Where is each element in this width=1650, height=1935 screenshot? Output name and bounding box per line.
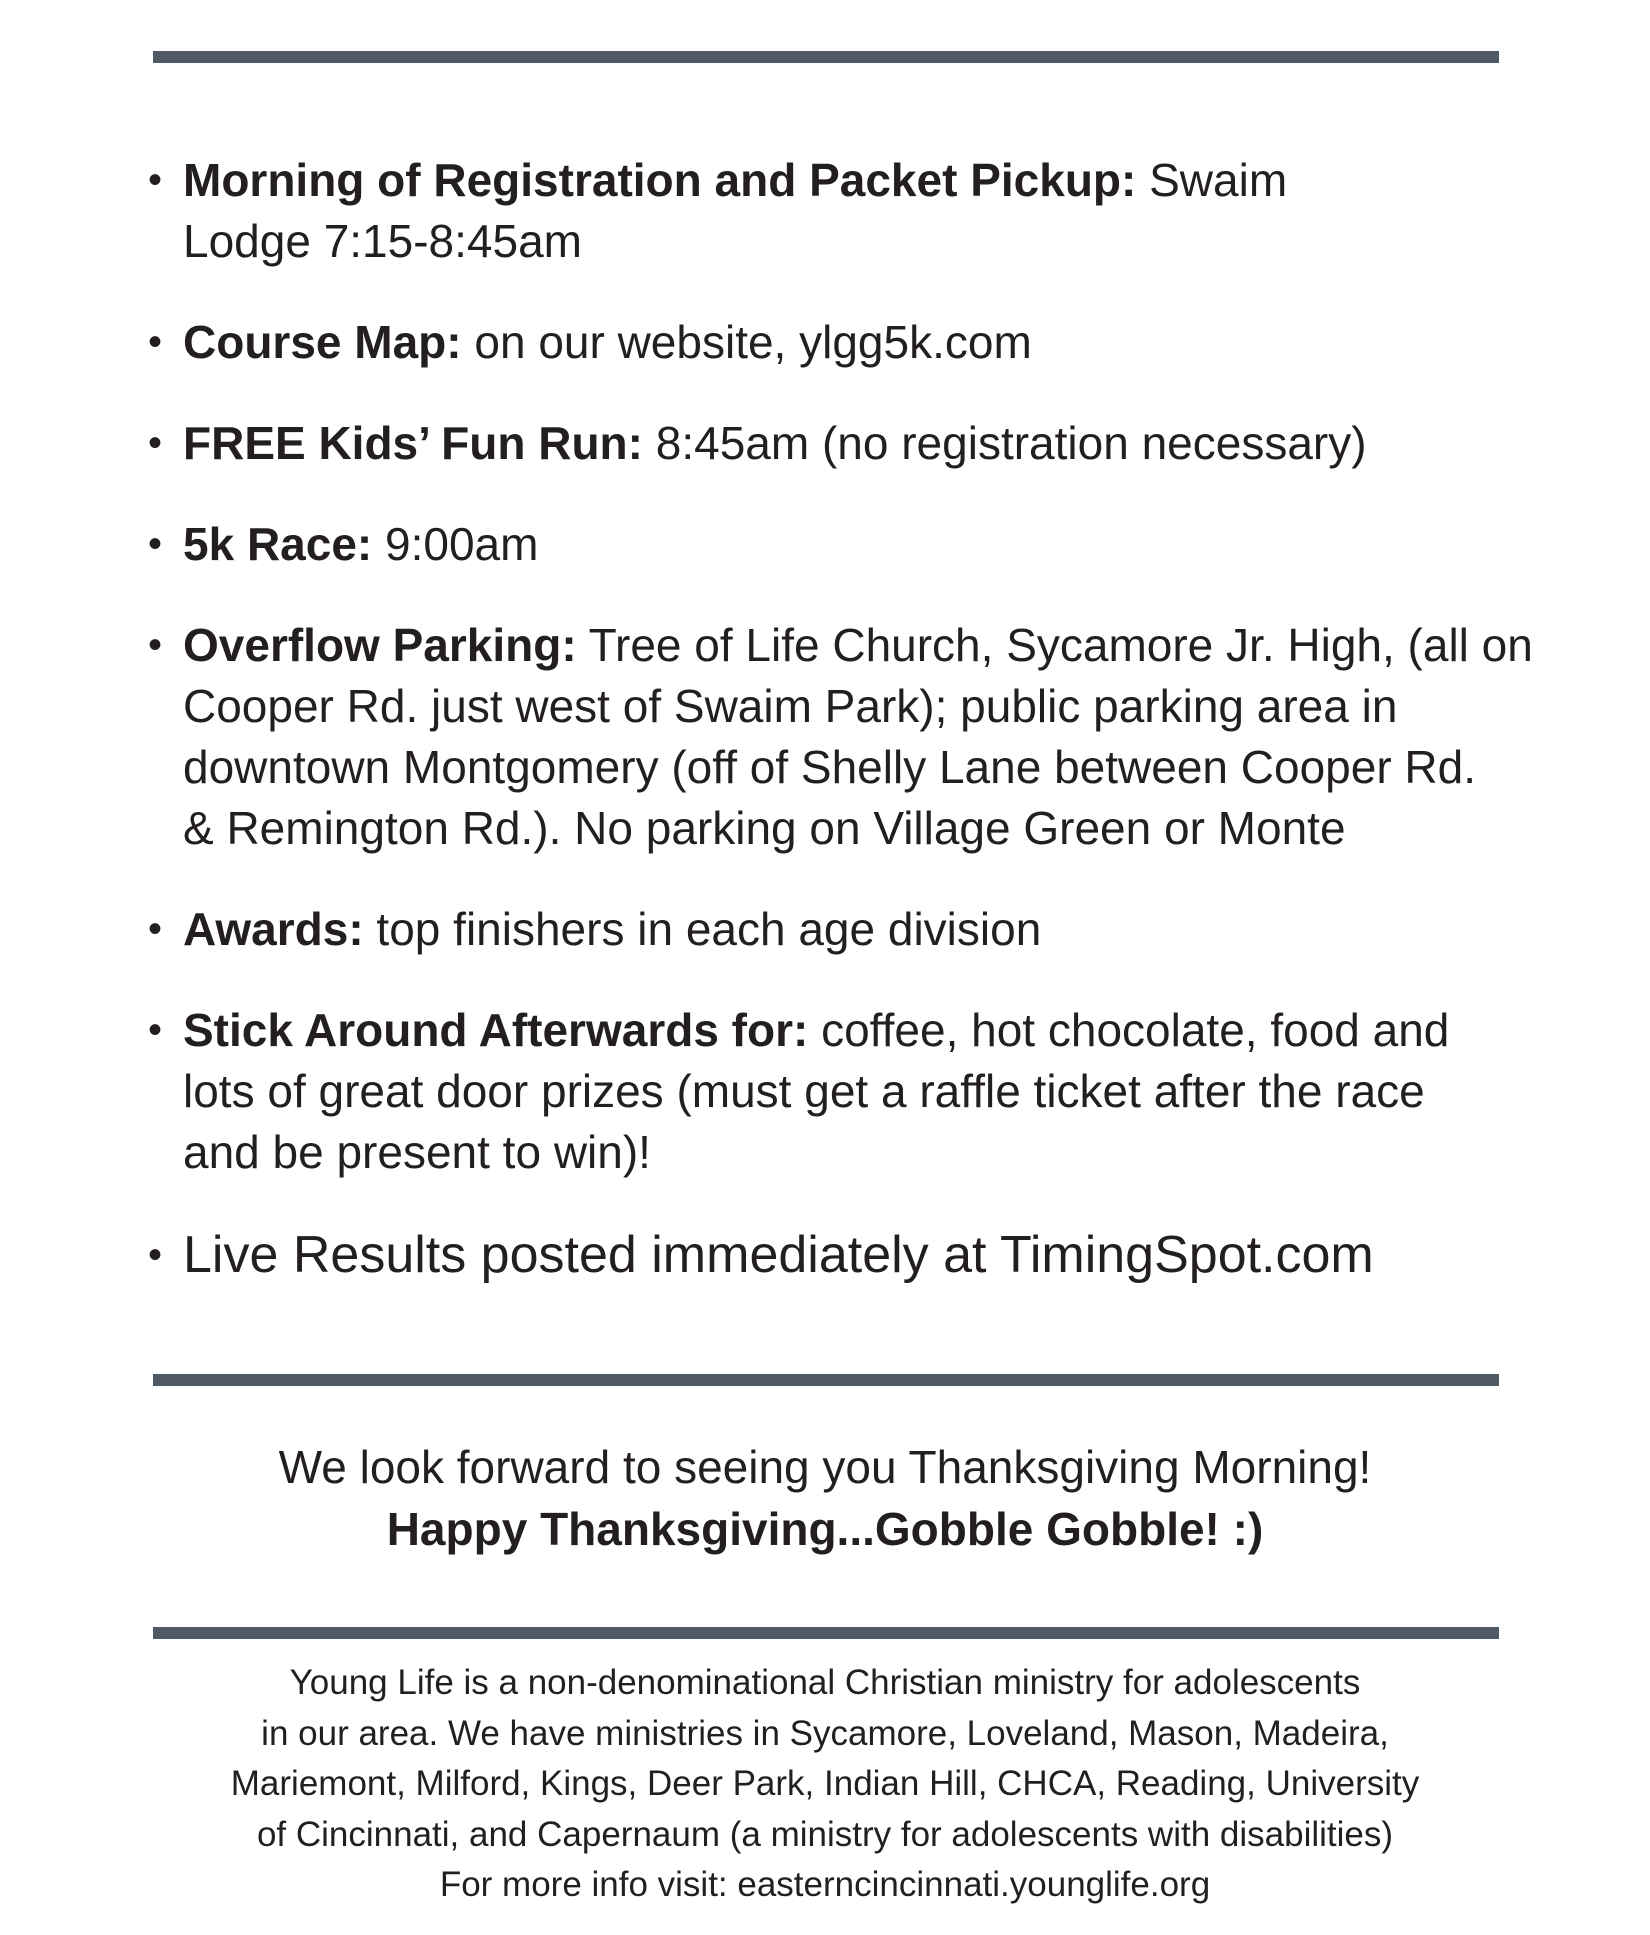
item-line	[183, 150, 1508, 211]
footer-line: in our area. We have ministries in Sycamore, Loveland, Mason, Madeira,	[261, 1713, 1389, 1753]
item-label: Overflow Parking:	[183, 619, 577, 671]
item-line: Lodge 7:15-8:45am	[183, 215, 582, 267]
closing-line: We look forward to seeing you Thanksgiving Morning!	[278, 1441, 1372, 1493]
footer-line: Mariemont, Milford, Kings, Deer Park, Indian Hill, CHCA, Reading, University	[230, 1764, 1420, 1803]
item-line: Live Results posted immediately at TimingSpot.com	[183, 1226, 1374, 1284]
item-label: 5k Race:	[183, 518, 373, 570]
bullet-icon: •	[148, 158, 163, 202]
item-line	[183, 615, 1533, 676]
item-line: downtown Montgomery (off of Shelly Lane between Cooper Rd.	[183, 741, 1477, 793]
item-text: Swaim	[1136, 154, 1288, 206]
list-item-5k-race	[148, 514, 1508, 575]
top-divider	[153, 51, 1499, 63]
item-text: on our website, ylgg5k.com	[461, 316, 1032, 368]
closing-message	[150, 1436, 1500, 1560]
item-line: & Remington Rd.). No parking on Village Green or Monte	[183, 802, 1346, 854]
list-item-kids-fun-run	[148, 413, 1508, 474]
item-label: FREE Kids’ Fun Run:	[183, 417, 643, 469]
item-text: Tree of Life Church, Sycamore Jr. High, (all on	[576, 619, 1533, 671]
item-label: Stick Around Afterwards for:	[183, 1004, 809, 1056]
item-label: Awards:	[183, 903, 364, 955]
item-label: Morning of Registration and Packet Pickup:	[183, 154, 1137, 206]
item-line: and be present to win)!	[183, 1126, 651, 1178]
closing-greeting: Happy Thanksgiving...Gobble Gobble! :)	[386, 1503, 1264, 1555]
item-line	[183, 514, 1508, 575]
item-line: lots of great door prizes (must get a raffle ticket after the race	[183, 1065, 1425, 1117]
item-label: Course Map:	[183, 316, 462, 368]
item-line	[183, 312, 1508, 373]
event-details-list	[148, 150, 1533, 1327]
bullet-icon: •	[148, 907, 163, 951]
footer-line: Young Life is a non-denominational Christian ministry for adolescents	[289, 1663, 1361, 1702]
item-text: coffee, hot chocolate, food and	[808, 1004, 1450, 1056]
middle-divider	[153, 1374, 1499, 1386]
item-text: 9:00am	[372, 518, 539, 570]
list-item-overflow-parking	[148, 615, 1533, 859]
footer-about	[150, 1658, 1500, 1911]
bullet-icon: •	[148, 1008, 163, 1052]
item-line: Cooper Rd. just west of Swaim Park); public parking area in	[183, 680, 1398, 732]
item-line	[183, 899, 1508, 960]
footer-line: of Cincinnati, and Capernaum (a ministry for adolescents with disabilities)	[256, 1814, 1394, 1854]
list-item-registration	[148, 150, 1508, 272]
bottom-divider	[153, 1627, 1499, 1639]
bullet-icon: •	[148, 421, 163, 465]
bullet-icon: •	[148, 1233, 163, 1277]
item-line	[183, 1000, 1508, 1061]
footer-website: For more info visit: easterncincinnati.younglife.org	[439, 1865, 1211, 1904]
bullet-icon: •	[148, 522, 163, 566]
list-item-awards	[148, 899, 1508, 960]
item-text: top finishers in each age division	[363, 903, 1042, 955]
list-item-course-map	[148, 312, 1508, 373]
bullet-icon: •	[148, 320, 163, 364]
bullet-icon: •	[148, 623, 163, 667]
list-item-live-results	[148, 1223, 1508, 1287]
item-text: 8:45am (no registration necessary)	[642, 417, 1367, 469]
item-line	[183, 413, 1508, 474]
list-item-stick-around	[148, 1000, 1508, 1183]
